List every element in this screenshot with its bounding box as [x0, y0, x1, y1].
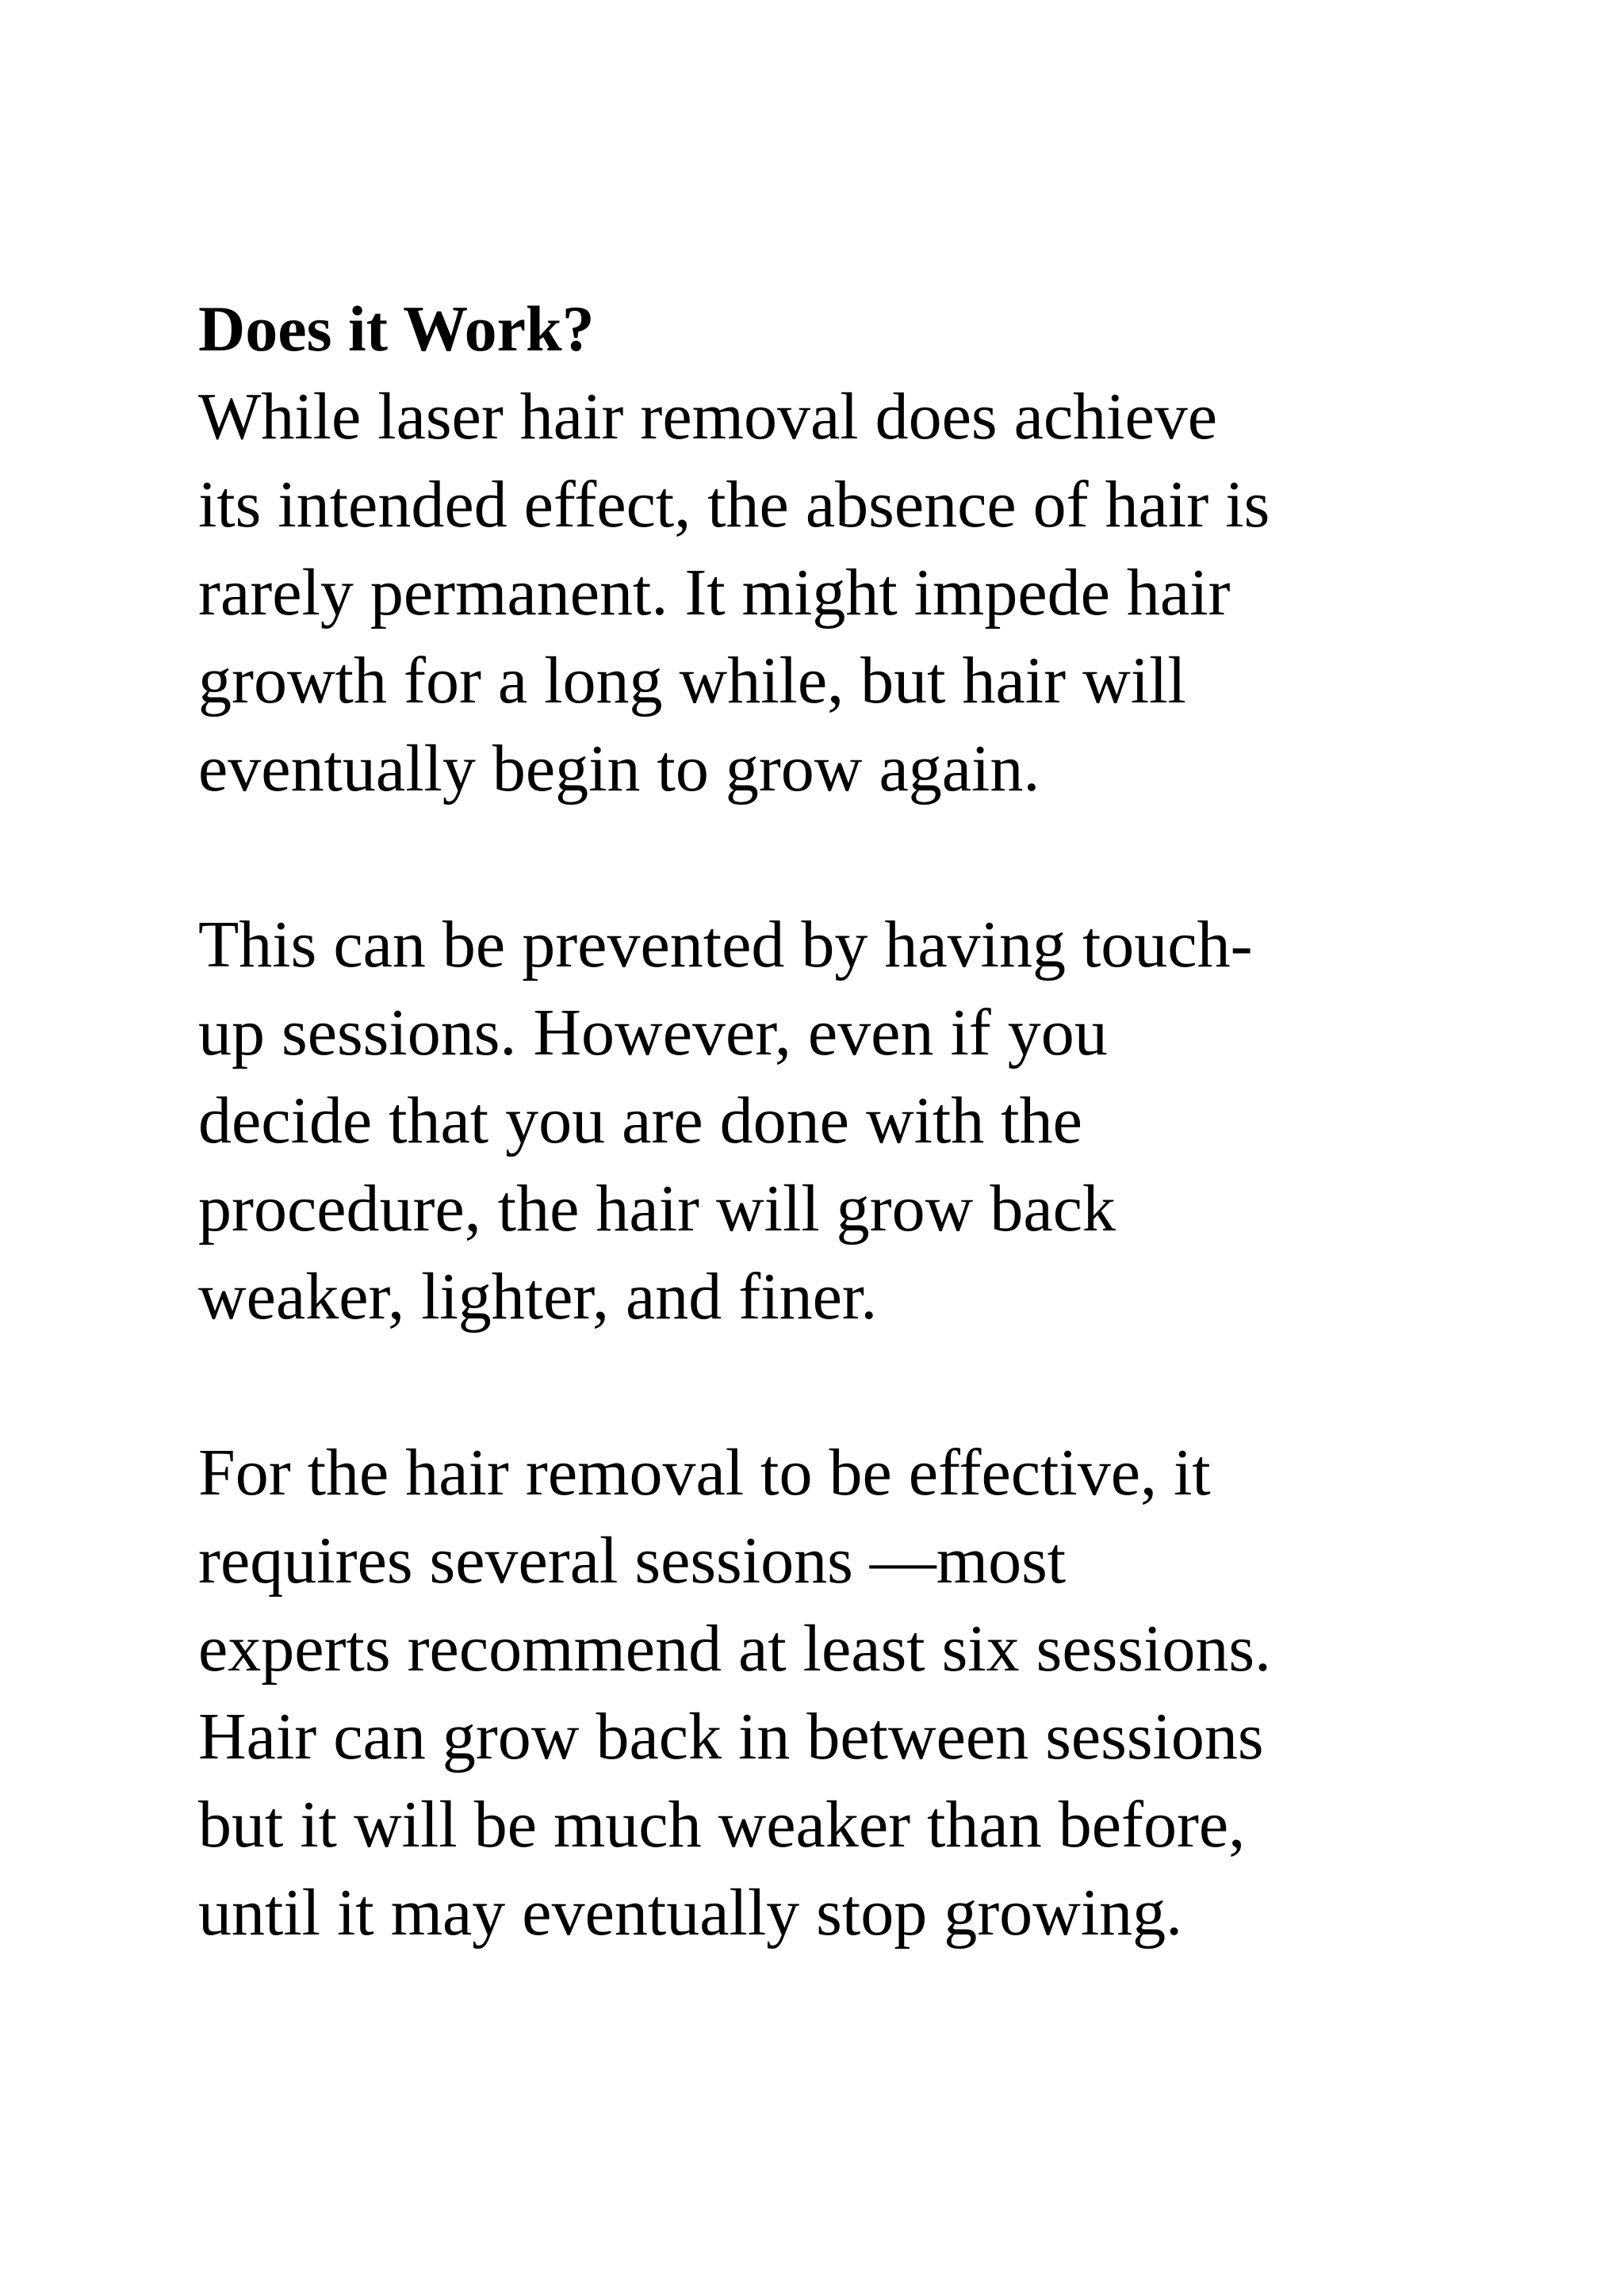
paragraph-spacer [198, 813, 1499, 901]
text-line: This can be prevented by having touch- [198, 908, 1253, 982]
text-line: weaker, lighter, and finer. [198, 1260, 878, 1334]
text-line: decide that you are done with the [198, 1084, 1082, 1158]
document-body [198, 285, 1499, 1957]
paragraph-1 [198, 373, 1499, 813]
text-line: requires several sessions —most [198, 1524, 1067, 1598]
text-line: eventually begin to grow again. [198, 732, 1040, 806]
text-line: While laser hair removal does achieve [198, 380, 1218, 453]
text-line: procedure, the hair will grow back [198, 1172, 1116, 1246]
text-line: Hair can grow back in between sessions [198, 1700, 1264, 1774]
paragraph-spacer [198, 1341, 1499, 1429]
text-line: For the hair removal to be effective, it [198, 1436, 1211, 1510]
text-line: until it may eventually stop growing. [198, 1876, 1183, 1950]
text-line: rarely permanent. It might impede hair [198, 556, 1231, 629]
section-heading: Does it Work? [198, 293, 595, 365]
text-line: growth for a long while, but hair will [198, 644, 1186, 718]
paragraph-3 [198, 1429, 1499, 1957]
text-line: but it will be much weaker than before, [198, 1788, 1246, 1862]
text-line: up sessions. However, even if you [198, 996, 1108, 1070]
text-line: its intended effect, the absence of hair is [198, 468, 1270, 541]
text-line: experts recommend at least six sessions. [198, 1612, 1272, 1686]
paragraph-2 [198, 901, 1499, 1341]
